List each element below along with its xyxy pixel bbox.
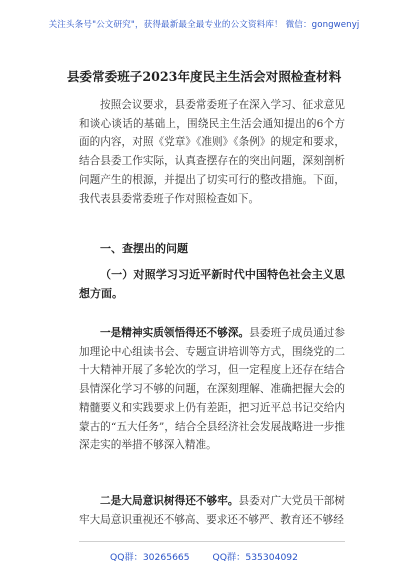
footer-divider	[79, 541, 345, 542]
document-header-banner: 关注头条号"公文研究"，获得最新最全最专业的公文资料库！ 微信：gongwenyj	[48, 20, 360, 30]
point-2-lead: 二是大局意识树得还不够牢。	[100, 495, 239, 507]
point-2-paragraph	[79, 492, 345, 529]
point-1-body: 县委班子成员通过参加理论中心组读书会、专题宣讲培训等方式，围绕党的二十大精神开展了多轮次的学习，但一定程度上还存在结合县情深化学习不够的问题，在深刻理解、准确把握大会的精髓要义和实践要求上仍有差距，把习近平总书记交给内蒙古的“五大任务”，结合全县经济社会发展战略进一步推深走实的举措不够深入精准。	[79, 327, 346, 452]
subsection-heading-study: （一）对照学习习近平新时代中国特色社会主义思想方面。	[79, 268, 345, 300]
document-title: 县委常委班子2023年度民主生活会对照检查材料	[66, 69, 342, 84]
footer-qq-group-1: QQ群：30265665	[110, 552, 190, 563]
point-2-body: 县委对广大党员干部树牢大局意识重视还不够高、要求还不够严、教育还不够经	[79, 495, 346, 526]
footer-qq-group-2: QQ群：535304092	[212, 552, 298, 563]
intro-paragraph: 按照会议要求，县委常委班子在深入学习、征求意见和谈心谈话的基础上，围绕民主生活会通知提出的6个方面的内容，对照《党章》《准则》《条例》的规定和要求，结合县委工作实际，认真查摆存在的突出问题，深刻剖析问题产生的根源，并提出了切实可行的整改措施。下面，我代表县委常委班子作对照检查如下。	[79, 99, 345, 205]
document-footer	[0, 549, 408, 563]
section-heading-problems: 一、查摆出的问题	[100, 242, 188, 255]
point-1-paragraph	[79, 324, 345, 455]
point-1-lead: 一是精神实质领悟得还不够深。	[100, 327, 250, 339]
